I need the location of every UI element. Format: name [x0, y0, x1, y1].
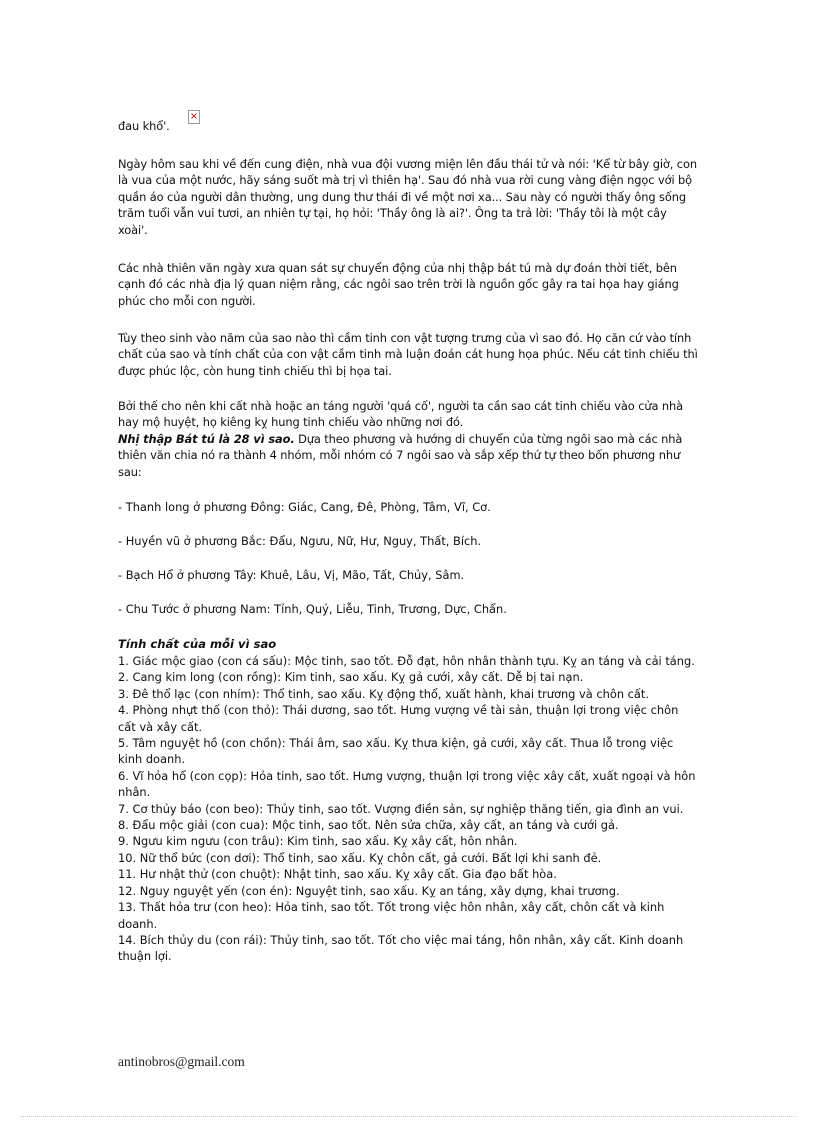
paragraph-5-lead: Nhị thập Bát tú là 28 vì sao. — [118, 432, 295, 446]
paragraph-4: Bởi thế cho nên khi cất nhà hoặc an táng người 'quá cố', người ta cần sao cát tinh chiếu vào cửa nhà hay mộ huyệt, họ kiêng kỵ hung tinh chiếu vào những nơi đó. — [118, 399, 683, 430]
list-item: 10. Nữ thổ bức (con dơi): Thổ tinh, sao xấu. Kỵ chôn cất, gả cưới. Bất lợi khi sanh đẻ. — [118, 850, 602, 865]
stars-list — [118, 653, 698, 965]
section-heading: Tính chất của mỗi vì sao — [118, 637, 277, 651]
page-bottom-divider — [20, 1116, 796, 1117]
paragraph-5 — [118, 431, 698, 480]
group-west: - Bạch Hổ ở phương Tây: Khuê, Lâu, Vị, Mão, Tất, Chủy, Sâm. — [118, 568, 465, 582]
list-item: 8. Đẩu mộc giải (con cua): Mộc tinh, sao tốt. Nên sửa chữa, xây cất, an táng và cưới gả. — [118, 818, 619, 833]
paragraph-1: Ngày hôm sau khi về đến cung điện, nhà vua đội vương miện lên đầu thái tử và nói: 'Kể từ bây giờ, con là vua của một nước, hãy sáng suốt mà trị vì thiên hạ'. Sau đó nhà vua rời cung vàng điện ngọc với bộ quần áo của người dân thường, ung dung thư thái đi về một nơi xa... Sau này có người thấy ông sống trăm tuổi vẫn vui tươi, an nhiên tự tại, họ hỏi: 'Thầy ông là ai?'. Ông ta trả lời: 'Thầy tôi là một cây xoài'. — [118, 157, 697, 237]
list-item: 6. Vĩ hỏa hổ (con cọp): Hỏa tinh, sao tốt. Hưng vượng, thuận lợi trong việc xây cất, xuất ngoại và hôn nhân. — [118, 768, 696, 800]
paragraph-5-text: Dựa theo phương và hướng di chuyển của từng ngôi sao mà các nhà thiên văn chia nó ra thành 4 nhóm, mỗi nhóm có 7 ngôi sao và sắp xếp thứ tự theo bốn phương như sau: — [118, 432, 683, 479]
paragraph-3: Tùy theo sinh vào năm của sao nào thì cầm tinh con vật tượng trưng của vì sao đó. Họ căn cứ vào tính chất của sao và tính chất của con vật cầm tinh mà luận đoán cát hung họa phúc. Nếu cát tinh chiếu thì được phúc lộc, còn hung tinh chiếu thì bị họa tai. — [118, 331, 698, 378]
list-item: 9. Ngưu kim ngưu (con trâu): Kim tinh, sao xấu. Kỵ xây cất, hôn nhân. — [118, 834, 518, 849]
list-item: 4. Phòng nhựt thố (con thỏ): Thái dương, sao tốt. Hưng vượng về tài sản, thuận lợi trong việc chôn cất và xây cất. — [118, 703, 679, 734]
footer-email: antinobros@gmail.com — [118, 1054, 245, 1069]
list-item: 5. Tâm nguyệt hồ (con chồn): Thái âm, sao xấu. Kỵ thưa kiện, gả cưới, xây cất. Thua lỗ trong việc kinh doanh. — [118, 736, 674, 767]
list-item: 1. Giác mộc giao (con cá sấu): Mộc tinh, sao tốt. Đỗ đạt, hôn nhân thành tựu. Kỵ an táng và cải táng. — [118, 654, 695, 668]
list-item: 7. Cơ thủy báo (con beo): Thủy tinh, sao tốt. Vượng điền sản, sự nghiệp thăng tiến, gia đình an vui. — [118, 801, 684, 816]
list-item: 14. Bích thủy du (con rái): Thủy tinh, sao tốt. Tốt cho việc mai táng, hôn nhân, xây cất. Kinh doanh thuận lợi. — [118, 932, 684, 964]
list-item: 2. Cang kim long (con rồng): Kim tinh, sao xấu. Kỵ gả cưới, xây cất. Dễ bị tai nạn. — [118, 670, 584, 685]
broken-image-icon: × — [189, 111, 199, 122]
paragraph-2: Các nhà thiên văn ngày xưa quan sát sự chuyển động của nhị thập bát tú mà dự đoán thời tiết, bên cạnh đó các nhà địa lý quan niệm rằng, các ngôi sao trên trời là nguồn gốc gây ra tai họa hay giáng phúc cho mỗi con người. — [118, 261, 679, 308]
intro-tail: đau khổ'. — [118, 119, 170, 133]
list-item: 13. Thất hỏa trư (con heo): Hỏa tinh, sao tốt. Tốt trong việc hôn nhân, xây cất, chôn cất và kinh doanh. — [118, 900, 665, 931]
group-north: - Huyền vũ ở phương Bắc: Đẩu, Ngưu, Nữ, Hư, Nguy, Thất, Bích. — [118, 534, 482, 548]
group-east: - Thanh long ở phương Đông: Giác, Cang, Đê, Phòng, Tâm, Vĩ, Cơ. — [118, 500, 491, 514]
list-item: 11. Hư nhật thử (con chuột): Nhật tinh, sao xấu. Kỵ xây cất. Gia đạo bất hòa. — [118, 867, 557, 882]
list-item: 3. Đê thổ lạc (con nhím): Thổ tinh, sao xấu. Kỵ động thổ, xuất hành, khai trương và chôn cất. — [118, 686, 649, 701]
list-item: 12. Nguy nguyệt yến (con én): Nguyệt tinh, sao xấu. Kỵ an táng, xây dựng, khai trương. — [118, 883, 620, 898]
group-south: - Chu Tước ở phương Nam: Tỉnh, Quỷ, Liễu, Tinh, Trương, Dực, Chẩn. — [118, 602, 507, 616]
